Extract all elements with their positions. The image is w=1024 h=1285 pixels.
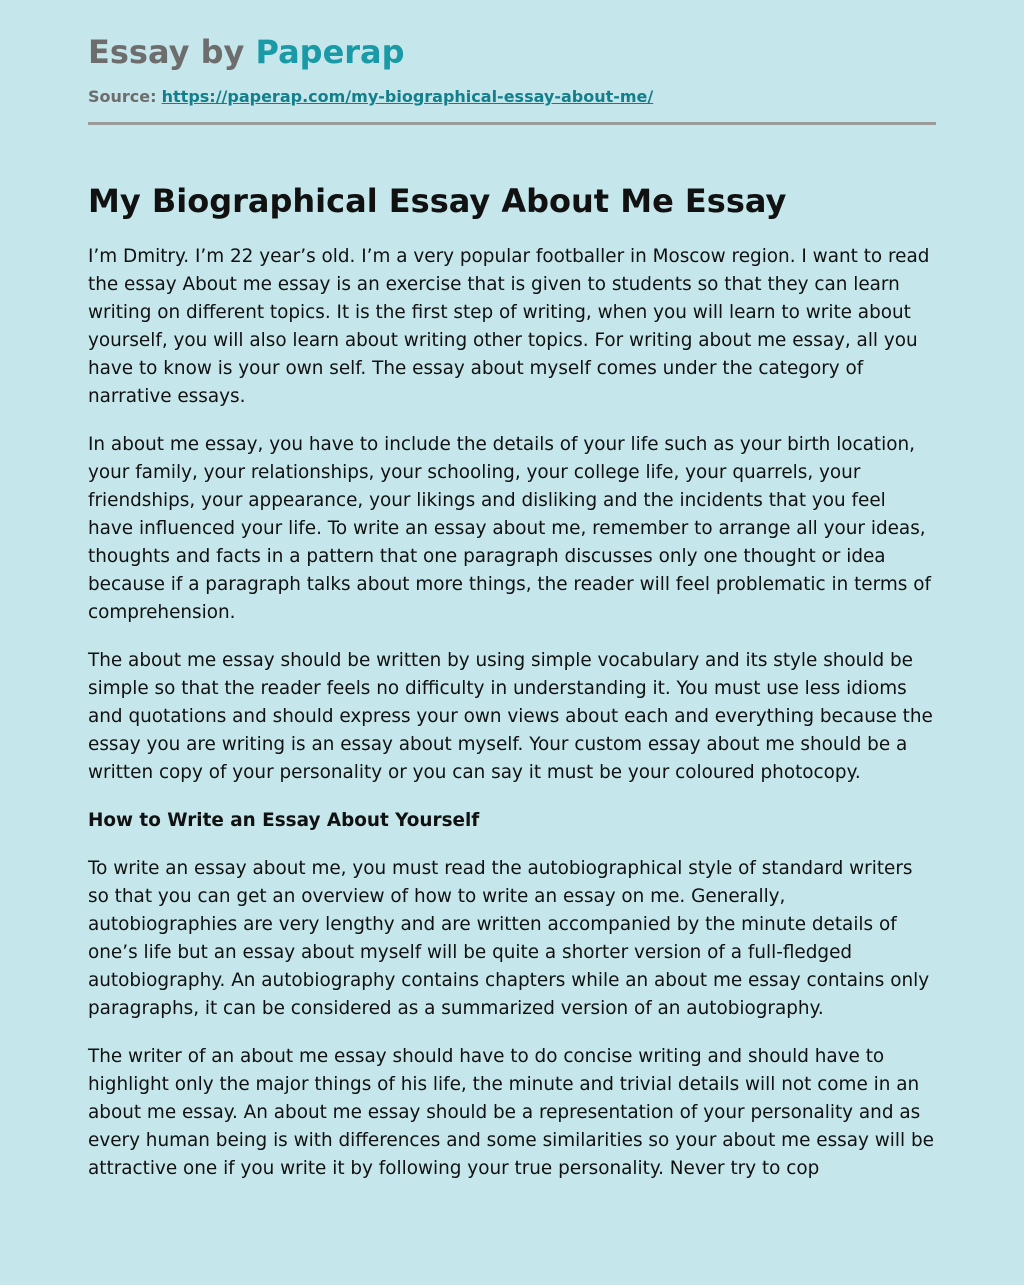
source-label: Source: <box>88 87 157 106</box>
brand-name: Paperap <box>255 33 405 71</box>
article-title: My Biographical Essay About Me Essay <box>88 182 787 220</box>
article-body <box>88 243 936 1183</box>
section-subheading: How to Write an Essay About Yourself <box>88 810 480 831</box>
paragraph-5: The writer of an about me essay should have to do concise writing and should have to highlight only the major things of his life, the minute and trivial details will not come in an about me essay. An about me essay should be a representation of your personality and as every human being is with differences and some similarities so your about me essay will be attractive one if you write it by following your true personality. Never try to cop <box>88 1046 934 1179</box>
source-link[interactable]: https://paperap.com/my-biographical-essay-about-me/ <box>161 87 654 106</box>
header-divider <box>88 122 936 125</box>
site-brand <box>88 34 936 70</box>
paragraph-2: In about me essay, you have to include the details of your life such as your birth location, your family, your relationships, your schooling, your college life, your quarrels, your friendships, your appearance, your likings and disliking and the incidents that you feel have influenced your life. To write an essay about me, remember to arrange all your ideas, thoughts and facts in a pattern that one paragraph discusses only one thought or idea because if a paragraph talks about more things, the reader will feel problematic in terms of comprehension. <box>88 434 931 623</box>
paragraph-1: I’m Dmitry. I’m 22 year’s old. I’m a very popular footballer in Moscow region. I want to read the essay About me essay is an exercise that is given to students so that they can learn writing on different topics. It is the first step of writing, when you will learn to write about yourself, you will also learn about writing other topics. For writing about me essay, all you have to know is your own self. The essay about myself comes under the category of narrative essays. <box>88 246 930 407</box>
paragraph-4: To write an essay about me, you must read the autobiographical style of standard writers so that you can get an overview of how to write an essay on me. Generally, autobiographies are very lengthy and are written accompanied by the minute details of one’s life but an essay about myself will be quite a shorter version of a full-fledged autobiography. An autobiography contains chapters while an about me essay contains only paragraphs, it can be considered as a summarized version of an autobiography. <box>88 858 930 1019</box>
source-line <box>88 87 936 107</box>
paragraph-3: The about me essay should be written by using simple vocabulary and its style should be simple so that the reader feels no difficulty in understanding it. You must use less idioms and quotations and should express your own views about each and everything because the essay you are writing is an essay about myself. Your custom essay about me should be a written copy of your personality or you can say it must be your coloured photocopy. <box>88 650 933 783</box>
brand-prefix: Essay by <box>88 33 256 71</box>
